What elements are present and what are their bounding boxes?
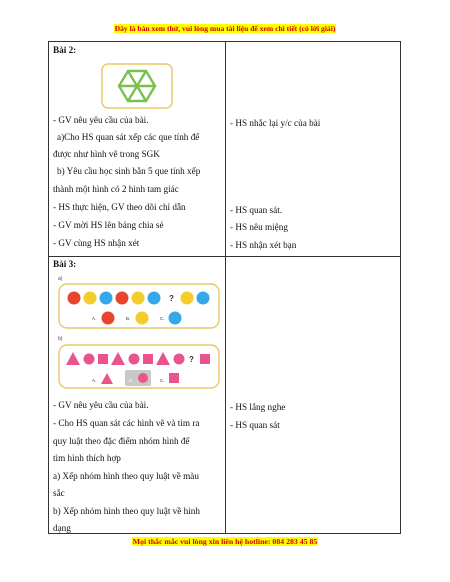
bai3-step: b) Xếp nhóm hình theo quy luật về hình xyxy=(53,506,200,516)
bai2-student-activity: - HS quan sát. xyxy=(230,205,283,215)
pink-circle xyxy=(129,354,140,365)
pattern-exercise-figure xyxy=(55,272,223,390)
bai3-student-activity: - HS lắng nghe xyxy=(230,402,286,412)
bai2-step: - GV nêu yêu cầu của bài. xyxy=(53,115,149,125)
bai3-step: - Cho HS quan sát các hình vẽ và tìm ra xyxy=(53,418,200,428)
bai3-title: Bài 3: xyxy=(53,259,77,269)
blue-circle xyxy=(197,292,210,305)
bai3-student-activity: - HS quan sát xyxy=(230,420,280,430)
option-a-label: A. xyxy=(92,316,97,321)
pink-circle xyxy=(174,354,185,365)
bai2-step: - GV mời HS lên bảng chia sẻ xyxy=(53,220,164,230)
bai3-step: sắc xyxy=(53,488,65,498)
option-b-label: B. xyxy=(126,316,131,321)
option-c-label: C. xyxy=(160,316,165,321)
part-a-label: a) xyxy=(58,276,63,282)
bai2-student-activity: - HS nhận xét bạn xyxy=(230,240,297,250)
bai2-step: b) Yêu cầu học sinh bằn 5 que tính xếp xyxy=(57,166,201,176)
option-c-label: C. xyxy=(160,378,165,383)
red-circle xyxy=(116,292,129,305)
option-a-label: A. xyxy=(92,378,97,383)
yellow-circle xyxy=(132,292,145,305)
row-divider xyxy=(48,256,401,257)
bai3-step: tìm hình thích hợp xyxy=(53,453,121,463)
bai2-step: được như hình vẽ trong SGK xyxy=(53,149,160,159)
option-c-blue-circle xyxy=(169,312,182,325)
bai3-step: a) Xếp nhóm hình theo quy luật về màu xyxy=(53,471,199,481)
bai2-step: a)Cho HS quan sát xếp các que tính để xyxy=(57,132,200,142)
blue-circle xyxy=(100,292,113,305)
part-b-label: b) xyxy=(58,336,63,342)
option-b-pink-circle xyxy=(138,373,148,383)
question-mark: ? xyxy=(189,355,194,364)
bai3-step: quy luật theo đặc điểm nhóm hình để xyxy=(53,436,190,446)
option-a-red-circle xyxy=(102,312,115,325)
option-b-label: B. xyxy=(129,378,134,383)
bai2-step: thành một hình có 2 hình tam giác xyxy=(53,184,179,194)
hexagon-matchsticks-figure xyxy=(101,63,173,109)
blue-circle xyxy=(148,292,161,305)
question-mark: ? xyxy=(169,294,174,303)
pink-square xyxy=(98,354,108,364)
option-c-pink-square xyxy=(169,373,179,383)
option-b-yellow-circle xyxy=(136,312,149,325)
bai2-student-activity: - HS nêu miệng xyxy=(230,222,288,232)
bai3-step: dạng xyxy=(53,523,71,533)
column-divider xyxy=(225,41,226,534)
bai2-title: Bài 2: xyxy=(53,45,77,55)
yellow-circle xyxy=(181,292,194,305)
yellow-circle xyxy=(84,292,97,305)
bai3-step: - GV nêu yêu cầu của bài. xyxy=(53,400,149,410)
hotline-notice: Mọi thắc mắc vui lòng xin liên hệ hotline: 084 283 45 85 xyxy=(132,537,318,546)
bai2-step: - GV cùng HS nhận xét xyxy=(53,238,140,248)
preview-notice: Đây là bản xem thử, vui lòng mua tài liệu để xem chi tiết (có lời giải) xyxy=(114,24,336,33)
bai2-student-activity: - HS nhắc lại y/c của bài xyxy=(230,118,321,128)
pink-square xyxy=(143,354,153,364)
pink-square xyxy=(200,354,210,364)
bai2-step: - HS thực hiện, GV theo dõi chỉ dẫn xyxy=(53,202,186,212)
pink-circle xyxy=(84,354,95,365)
red-circle xyxy=(68,292,81,305)
